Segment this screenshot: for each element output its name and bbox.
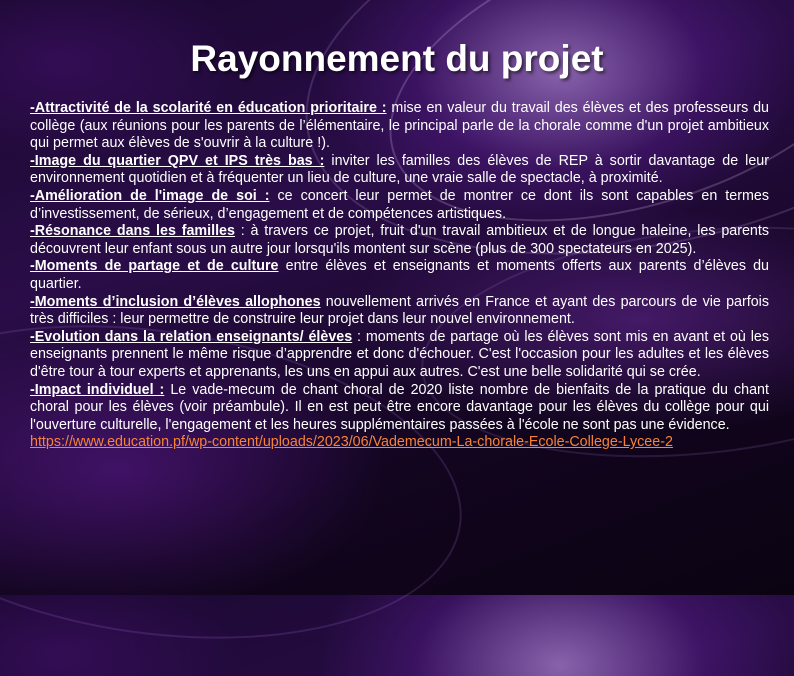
paragraph-heading: -Attractivité de la scolarité en éducation prioritaire :: [30, 100, 387, 116]
paragraph-attractivite: [30, 100, 769, 153]
slide-title: Rayonnement du projet: [190, 38, 604, 79]
paragraph-heading: -Moments de partage et de culture: [30, 258, 279, 275]
paragraph-text: : à travers ce projet, fruit d'un travail ambitieux et de longue haleine, les parents découvrent leur enfant sous un autre jour lorsqu'ils montent sur scène (plus de 300 spectateurs en 2025).: [30, 223, 770, 257]
paragraph-text: ce concert leur permet de montrer ce dont ils sont capables en termes d’investissement, de sérieux, d’engagement et de compétences artistiques.: [30, 187, 769, 222]
paragraph-inclusion-allophones: [30, 294, 769, 329]
paragraph-text: mise en valeur du travail des élèves et des professeurs du collège (aux réunions pour les parents de l’élémentaire, le principal parle de la chorale comme d'un projet ambitieux qui permet aux élèves de s'ouvrir à la culture !).: [30, 100, 769, 152]
paragraph-relation-enseignants: [30, 329, 769, 382]
paragraph-text: : moments de partage où les élèves sont mis en avant et où les enseignants prennent le même risque d’apprendre et donc d'échouer. C'est l'occasion pour les adultes et les élèves d'être tour à tour experts et apprenants, les uns en appui aux autres. C'est une belle solidarité qui se crée.: [30, 328, 769, 380]
paragraph-image-de-soi: [30, 188, 769, 223]
paragraph-text: inviter les familles des élèves de REP à sortir davantage de leur environnement quotidien et à fréquenter un lieu de culture, une vraie salle de spectacle, à proximité.: [30, 152, 769, 187]
paragraph-heading: -Moments d’inclusion d’élèves allophones: [30, 293, 321, 310]
paragraph-text: entre élèves et enseignants et moments offerts aux parents d’élèves du quartier.: [30, 258, 770, 292]
paragraph-heading: -Impact individuel :: [30, 381, 165, 398]
paragraph-heading: -Amélioration de l'image de soi :: [30, 187, 270, 204]
paragraph-heading: -Résonance dans les familles: [30, 223, 235, 240]
paragraph-text: nouvellement arrivés en France et ayant des parcours de vie parfois très difficiles : leur permettre de construire leur projet dans leur nouvel environnement.: [30, 293, 769, 328]
slide-body: [30, 100, 769, 452]
paragraph-heading: -Evolution dans la relation enseignants/ élèves: [30, 328, 353, 345]
paragraph-image-quartier: [30, 153, 769, 188]
paragraph-heading: -Image du quartier QPV et IPS très bas :: [30, 152, 325, 169]
paragraph-impact-individuel: [30, 382, 769, 435]
paragraph-resonance-familles: [30, 223, 769, 258]
vademecum-link[interactable]: https://www.education.pf/wp-content/uploads/2023/06/Vademecum-La-chorale-Ecole-College-Lycee-2: [30, 434, 673, 451]
paragraph-text: Le vade-mecum de chant choral de 2020 liste nombre de bienfaits de la pratique du chant choral pour les élèves (voir préambule). Il en est peut être encore davantage pour les élèves du collège pour qui l'ouverture culturelle, l'engagement et les heures supplémentaires passées à l'école ne sont pas une évidence.: [30, 381, 769, 433]
paragraph-partage-culture: [30, 258, 769, 293]
